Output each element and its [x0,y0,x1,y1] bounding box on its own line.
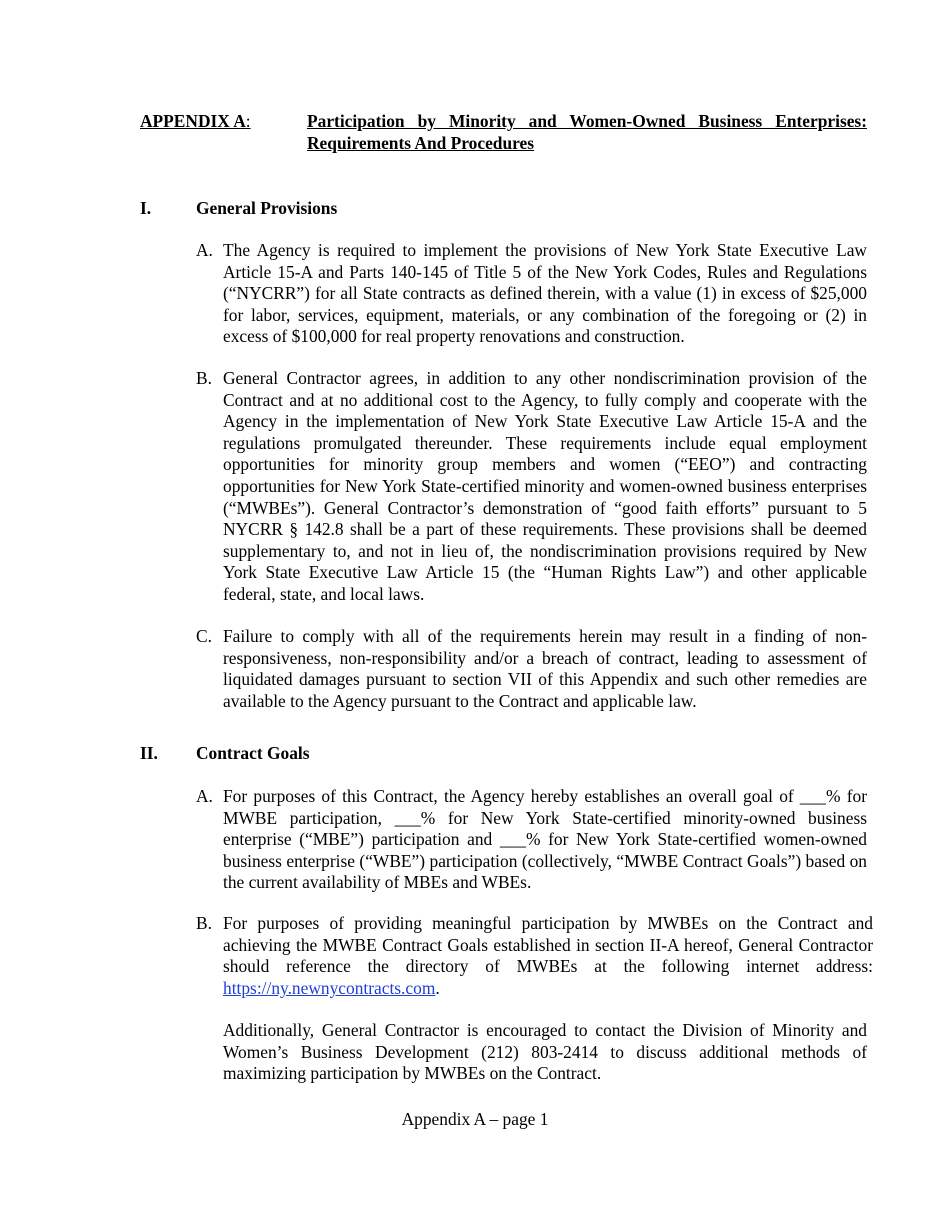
item-letter: C. [196,626,212,646]
list-item [196,626,867,712]
list-item [196,913,873,999]
item-letter: B. [196,913,212,933]
page-footer: Appendix A – page 1 [401,1109,549,1129]
section-number: II. [140,743,158,763]
mwbe-directory-link[interactable]: https://ny.newnycontracts.com [223,977,436,998]
section-heading-general-provisions [140,198,337,220]
item-text: For purposes of this Contract, the Agency hereby establishes an overall goal of ___% for MWBE participation, ___% for New York State-certified minority-owned business enterprise (“MBE”) participation and ___% for New York State-certified women-owned business enterprise (“WBE”) participation (collectively, “MWBE Contract Goals”) based on the current availability of MBEs and WBEs. [223,786,867,893]
item-letter: A. [196,786,213,806]
item-text [223,913,873,999]
item-text: General Contractor agrees, in addition to any other nondiscrimination provision of the Contract and at no additional cost to the Agency, to fully comply and cooperate with the Agency in the implementation of New York State Executive Law Article 15-A and the regulations promulgated thereunder. These requirements include equal employment opportunities for minority group members and women (“EEO”) and contracting opportunities for New York State-certified minority and women-owned business enterprises (“MWBEs”). General Contractor’s demonstration of “good faith efforts” pursuant to 5 NYCRR § 142.8 shall be a part of these requirements. These provisions shall be deemed supplementary to, and not in lieu of, the nondiscrimination provisions required by New York State Executive Law Article 15 (the “Human Rights Law”) and other applicable federal, state, and local laws. [223,368,867,604]
section-heading-contract-goals [140,743,310,765]
section-number: I. [140,198,152,218]
item-letter: B. [196,368,212,388]
section-title: General Provisions [196,198,338,218]
appendix-label: APPENDIX A: [140,111,251,131]
followup-paragraph: Additionally, General Contractor is encouraged to contact the Division of Minority and Women’s Business Development (212) 803-2414 to discuss additional methods of maximizing participation by MWBEs on the Contract. [223,1020,867,1084]
list-item [196,368,867,606]
item-text-body: For purposes of providing meaningful participation by MWBEs on the Contract and achieving the MWBE Contract Goals established in section II-A hereof, General Contractor should reference the directory of MWBEs at the following internet address: [223,913,873,977]
section-title: Contract Goals [196,743,310,763]
item-letter: A. [196,240,213,260]
item-text: Failure to comply with all of the requirements herein may result in a finding of non-responsiveness, non-responsibility and/or a breach of contract, leading to assessment of liquidated damages pursuant to section VII of this Appendix and such other remedies are available to the Agency pursuant to the Contract and applicable law. [223,626,867,711]
list-item [196,786,867,894]
list-item [196,240,867,348]
link-suffix: . [435,977,440,998]
item-text: The Agency is required to implement the provisions of New York State Executive Law Article 15-A and Parts 140-145 of Title 5 of the New York Codes, Rules and Regulations (“NYCRR”) for all State contracts as defined therein, with a value (1) in excess of $25,000 for labor, services, equipment, materials, or any combination of the foregoing or (2) in excess of $100,000 for real property renovations and construction. [223,240,867,347]
appendix-title: Participation by Minority and Women-Owned Business Enterprises: Requirements And Procedures [307,111,867,153]
